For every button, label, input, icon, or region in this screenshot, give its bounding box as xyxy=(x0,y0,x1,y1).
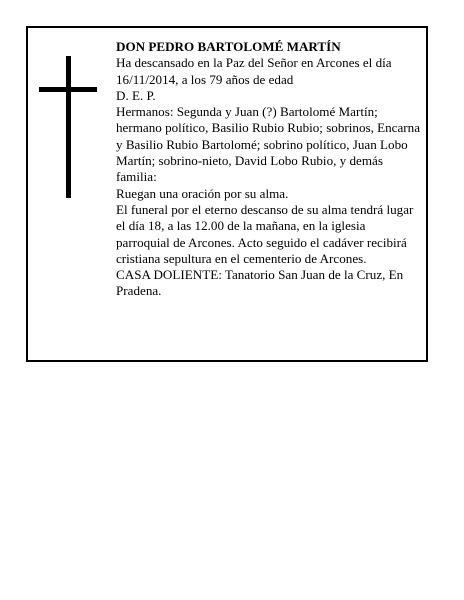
death-announcement: Ha descansado en la Paz del Señor en Arcones el día 16/11/2014, a los 79 años de edad xyxy=(116,55,392,87)
cross-icon xyxy=(28,28,108,228)
rest-in-peace: D. E. P. xyxy=(116,87,156,103)
notice-text-block xyxy=(116,39,421,300)
deceased-name: DON PEDRO BARTOLOMÉ MARTÍN xyxy=(116,39,341,54)
mourning-house: CASA DOLIENTE: Tanatorio San Juan de la Cruz, En Pradena. xyxy=(116,267,404,299)
cross-horizontal-bar xyxy=(39,87,97,92)
obituary-notice xyxy=(26,26,428,362)
cross-vertical-bar xyxy=(66,56,71,198)
prayer-request: Ruegan una oración por su alma. xyxy=(116,185,289,201)
family-list: Hermanos: Segunda y Juan (?) Bartolomé Martín; hermano político, Basilio Rubio Rubio; sobrinos, Encarna y Basilio Rubio Bartolomé; sobrino político, Juan Lobo Martín; sobrino-nieto, David Lobo Rubio, y demás familia: xyxy=(116,104,421,185)
funeral-details: El funeral por el eterno descanso de su alma tendrá lugar el día 18, a las 12.00 de la mañana, en la iglesia parroquial de Arcones. Acto seguido el cadáver recibirá cristiana sepultura en el cementerio de Arcones. xyxy=(116,201,414,266)
